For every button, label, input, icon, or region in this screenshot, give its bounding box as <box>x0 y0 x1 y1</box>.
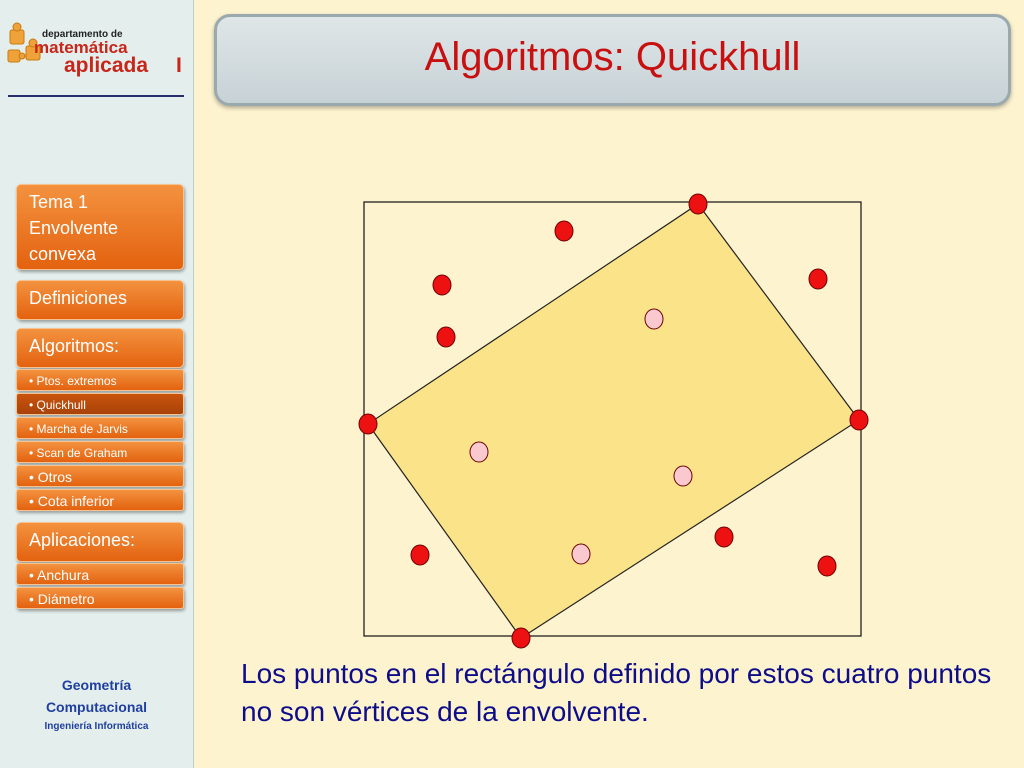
outer-point <box>555 221 573 241</box>
nav-topic-label: Tema 1 Envolvente convexa <box>29 192 119 264</box>
extreme-point-left <box>359 414 377 434</box>
footer-line-1: Geometría <box>61 677 132 693</box>
nav-label: • Scan de Graham <box>29 446 128 460</box>
nav-algoritmos[interactable] <box>16 328 184 368</box>
footer-line-2: Computacional <box>45 699 148 715</box>
extreme-point-top <box>689 194 707 214</box>
extreme-point-bottom <box>512 628 530 648</box>
nav-topic[interactable] <box>16 184 184 270</box>
interior-point <box>674 466 692 486</box>
nav-aplicaciones[interactable] <box>16 522 184 562</box>
nav-label: • Ptos. extremos <box>29 374 117 388</box>
department-logo <box>6 14 188 80</box>
logo-line-2: matemática <box>34 38 128 57</box>
sidebar <box>0 0 194 768</box>
slide-caption: Los puntos en el rectángulo definido por estos cuatro puntos no son vértices de la envolvente. <box>241 658 992 727</box>
nav-ptos-extremos[interactable] <box>16 369 184 391</box>
slide-title: Algoritmos: Quickhull <box>424 35 801 79</box>
interior-point <box>645 309 663 329</box>
nav-label: Definiciones <box>29 288 128 308</box>
outer-point <box>437 327 455 347</box>
nav-label: Aplicaciones: <box>29 530 136 550</box>
extreme-point-right <box>850 410 868 430</box>
outer-point <box>809 269 827 289</box>
extreme-points-quadrilateral <box>368 204 859 638</box>
nav-label: • Marcha de Jarvis <box>29 422 128 436</box>
nav-label: • Quickhull <box>29 398 86 412</box>
nav-cota-inferior[interactable] <box>16 489 184 511</box>
logo-divider <box>8 95 184 97</box>
nav-diametro[interactable] <box>16 587 184 609</box>
nav-label: • Anchura <box>29 567 90 583</box>
title-banner <box>214 14 1011 106</box>
logo-line-3: aplicada <box>64 54 149 77</box>
interior-point <box>572 544 590 564</box>
quickhull-diagram <box>354 190 874 650</box>
outer-point <box>411 545 429 565</box>
nav-anchura[interactable] <box>16 563 184 585</box>
logo-roman-numeral: I <box>176 54 182 77</box>
nav-otros[interactable] <box>16 465 184 487</box>
outer-point <box>715 527 733 547</box>
outer-point <box>433 275 451 295</box>
interior-point <box>470 442 488 462</box>
nav-label: • Diámetro <box>29 591 95 607</box>
outer-point <box>818 556 836 576</box>
nav-definiciones[interactable] <box>16 280 184 320</box>
nav-label: • Cota inferior <box>29 493 115 509</box>
footer-line-3: Ingeniería Informática <box>44 721 149 732</box>
course-footer <box>0 674 193 736</box>
nav-marcha-de-jarvis[interactable] <box>16 417 184 439</box>
nav-label: Algoritmos: <box>29 336 120 356</box>
nav-label: • Otros <box>29 469 73 485</box>
nav-scan-de-graham[interactable] <box>16 441 184 463</box>
logo-line-1: departamento de <box>42 29 123 40</box>
nav-quickhull[interactable] <box>16 393 184 415</box>
